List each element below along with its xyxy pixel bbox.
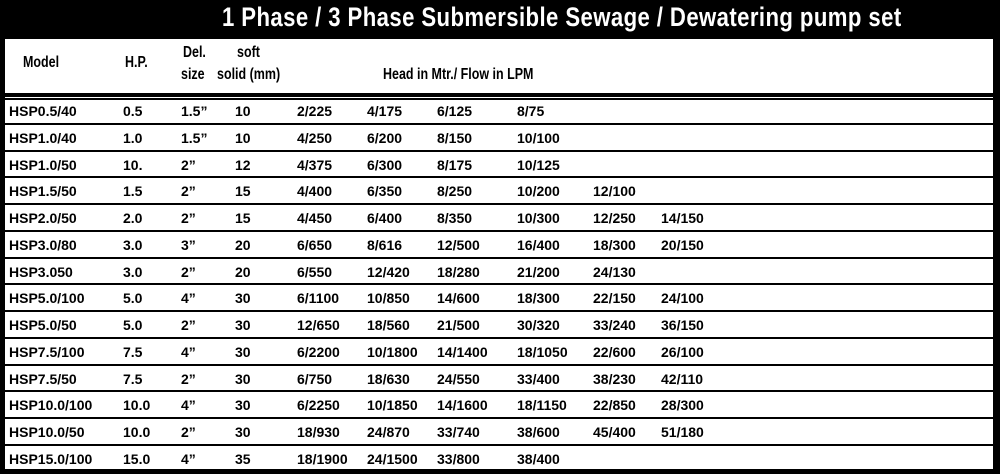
head-flow-cell: 8/350: [437, 210, 473, 226]
head-flow-cell: 6/400: [367, 210, 403, 226]
soft-solid-cell: 12: [235, 156, 251, 173]
head-flow-cell: 2/225: [297, 103, 333, 119]
soft-solid-cell: 30: [235, 290, 251, 307]
hp-cell: 10.0: [123, 397, 151, 414]
del-size-cell: 1.5”: [181, 103, 208, 119]
hp-cell: 10.: [123, 156, 143, 173]
head-flow-cell: 51/180: [661, 424, 704, 440]
del-size-cell: 4”: [181, 290, 196, 307]
table-row: [5, 152, 993, 179]
model-cell: HSP0.5/40: [9, 103, 77, 119]
head-flow-cell: 18/1150: [517, 397, 567, 414]
head-flow-cell: 10/1800: [367, 343, 418, 360]
del-size-cell: 4”: [181, 397, 196, 414]
del-size-cell: 2”: [181, 317, 196, 333]
soft-solid-cell: 30: [235, 424, 251, 440]
head-flow-cell: 4/400: [297, 183, 333, 200]
head-flow-cell: 33/400: [517, 370, 560, 387]
head-flow-cell: 10/300: [517, 210, 560, 226]
head-flow-cell: 8/250: [437, 183, 473, 200]
head-flow-cell: 21/500: [437, 317, 480, 333]
head-flow-cell: 22/150: [593, 290, 636, 307]
head-flow-cell: 24/550: [437, 370, 480, 387]
soft-solid-cell: 10: [235, 129, 251, 146]
del-size-cell: 4”: [181, 343, 196, 360]
del-size-cell: 4”: [181, 450, 196, 467]
hp-cell: 10.0: [123, 424, 151, 440]
table-row: [5, 339, 993, 366]
head-flow-cell: 33/800: [437, 450, 480, 467]
soft-solid-cell: 30: [235, 317, 251, 333]
table-row: [5, 312, 993, 339]
head-flow-cell: 21/200: [517, 263, 560, 280]
del-size-cell: 1.5”: [181, 129, 208, 146]
head-flow-cell: 22/600: [593, 343, 636, 360]
model-cell: HSP7.5/50: [9, 370, 77, 387]
head-flow-cell: 28/300: [661, 397, 704, 414]
head-flow-cell: 24/870: [367, 424, 410, 440]
head-flow-cell: 6/2250: [297, 397, 340, 414]
head-flow-cell: 6/750: [297, 370, 333, 387]
header-hp: H.P.: [125, 54, 148, 71]
table-row: [5, 392, 993, 419]
del-size-cell: 2”: [181, 210, 196, 226]
model-cell: HSP3.0/80: [9, 236, 77, 253]
model-cell: HSP5.0/100: [9, 290, 85, 307]
page-title: 1 Phase / 3 Phase Submersible Sewage / Dewatering pump set: [222, 2, 902, 32]
head-flow-cell: 14/1400: [437, 343, 488, 360]
hp-cell: 1.0: [123, 129, 143, 146]
table-row: [5, 259, 993, 286]
table-body: [5, 98, 993, 473]
soft-solid-cell: 30: [235, 343, 251, 360]
soft-solid-cell: 35: [235, 450, 251, 467]
model-cell: HSP7.5/100: [9, 343, 85, 360]
hp-cell: 15.0: [123, 450, 151, 467]
head-flow-cell: 24/130: [593, 263, 636, 280]
head-flow-cell: 12/650: [297, 317, 340, 333]
soft-solid-cell: 20: [235, 263, 251, 280]
head-flow-cell: 12/250: [593, 210, 636, 226]
head-flow-cell: 10/1850: [367, 397, 418, 414]
head-flow-cell: 24/100: [661, 290, 704, 307]
head-flow-cell: 12/420: [367, 263, 410, 280]
head-flow-cell: 18/300: [517, 290, 560, 307]
table-row: [5, 232, 993, 259]
soft-solid-cell: 20: [235, 236, 251, 253]
head-flow-cell: 6/300: [367, 156, 403, 173]
head-flow-cell: 30/320: [517, 317, 560, 333]
soft-solid-cell: 15: [235, 210, 251, 226]
table-row: [5, 178, 993, 205]
head-flow-cell: 38/230: [593, 370, 636, 387]
hp-cell: 3.0: [123, 236, 143, 253]
head-flow-cell: 45/400: [593, 424, 636, 440]
del-size-cell: 2”: [181, 424, 196, 440]
soft-solid-cell: 30: [235, 397, 251, 414]
head-flow-cell: 4/450: [297, 210, 333, 226]
head-flow-cell: 8/75: [517, 103, 545, 119]
head-flow-cell: 20/150: [661, 236, 704, 253]
head-flow-cell: 10/100: [517, 129, 560, 146]
head-flow-cell: 42/110: [661, 370, 704, 387]
head-flow-cell: 22/850: [593, 397, 636, 414]
model-cell: HSP15.0/100: [9, 450, 93, 467]
head-flow-cell: 38/400: [517, 450, 560, 467]
head-flow-cell: 33/240: [593, 317, 636, 333]
head-flow-cell: 16/400: [517, 236, 560, 253]
head-flow-cell: 6/550: [297, 263, 333, 280]
head-flow-cell: 14/150: [661, 210, 704, 226]
model-cell: HSP1.0/40: [9, 129, 77, 146]
head-flow-cell: 8/150: [437, 129, 473, 146]
head-flow-cell: 18/930: [297, 424, 340, 440]
head-flow-cell: 38/600: [517, 424, 560, 440]
head-flow-cell: 6/2200: [297, 343, 340, 360]
hp-cell: 7.5: [123, 343, 143, 360]
head-flow-cell: 26/100: [661, 343, 704, 360]
table-header: [5, 39, 993, 91]
head-flow-cell: 6/125: [437, 103, 473, 119]
head-flow-cell: 36/150: [661, 317, 704, 333]
head-flow-cell: 24/1500: [367, 450, 418, 467]
head-flow-cell: 14/600: [437, 290, 480, 307]
hp-cell: 2.0: [123, 210, 143, 226]
head-flow-cell: 18/560: [367, 317, 410, 333]
head-flow-cell: 6/650: [297, 236, 333, 253]
header-del-line1: Del.: [183, 44, 206, 61]
head-flow-cell: 18/1050: [517, 343, 568, 360]
head-flow-cell: 4/250: [297, 129, 333, 146]
hp-cell: 3.0: [123, 263, 143, 280]
hp-cell: 0.5: [123, 103, 143, 119]
header-soft-line1: soft: [237, 44, 260, 61]
head-flow-cell: 18/300: [593, 236, 636, 253]
hp-cell: 5.0: [123, 317, 143, 333]
head-flow-cell: 10/850: [367, 290, 410, 307]
del-size-cell: 3”: [181, 236, 196, 253]
head-flow-cell: 10/200: [517, 183, 560, 200]
model-cell: HSP10.0/50: [9, 424, 85, 440]
del-size-cell: 2”: [181, 156, 196, 173]
head-flow-cell: 4/175: [367, 103, 403, 119]
soft-solid-cell: 15: [235, 183, 251, 200]
del-size-cell: 2”: [181, 183, 196, 200]
soft-solid-cell: 10: [235, 103, 251, 119]
head-flow-cell: 8/175: [437, 156, 473, 173]
table-row: [5, 98, 993, 125]
hp-cell: 7.5: [123, 370, 143, 387]
head-flow-cell: 18/1900: [297, 450, 348, 467]
title-banner: [0, 0, 1000, 38]
model-cell: HSP1.5/50: [9, 183, 77, 200]
del-size-cell: 2”: [181, 370, 196, 387]
table-row: [5, 205, 993, 232]
soft-solid-cell: 30: [235, 370, 251, 387]
head-flow-cell: 10/125: [517, 156, 560, 173]
table-row: [5, 125, 993, 152]
header-soft-line2: solid (mm): [217, 66, 281, 83]
hp-cell: 1.5: [123, 183, 143, 200]
head-flow-cell: 18/280: [437, 263, 480, 280]
model-cell: HSP5.0/50: [9, 317, 77, 333]
head-flow-cell: 33/740: [437, 424, 480, 440]
table-row: [5, 446, 993, 473]
head-flow-cell: 6/350: [367, 183, 403, 200]
hp-cell: 5.0: [123, 290, 143, 307]
head-flow-cell: 6/200: [367, 129, 403, 146]
del-size-cell: 2”: [181, 263, 196, 280]
head-flow-cell: 18/630: [367, 370, 410, 387]
table-row: [5, 419, 993, 446]
head-flow-cell: 8/616: [367, 236, 403, 253]
header-del-line2: size: [181, 66, 205, 83]
model-cell: HSP10.0/100: [9, 397, 93, 414]
model-cell: HSP3.050: [9, 263, 73, 280]
table-row: [5, 366, 993, 393]
head-flow-cell: 12/500: [437, 236, 480, 253]
header-model: Model: [23, 54, 60, 71]
head-flow-cell: 4/375: [297, 156, 333, 173]
head-flow-cell: 14/1600: [437, 397, 488, 414]
model-cell: HSP1.0/50: [9, 156, 77, 173]
table-row: [5, 285, 993, 312]
model-cell: HSP2.0/50: [9, 210, 77, 226]
head-flow-cell: 6/1100: [297, 290, 340, 307]
header-head-flow: Head in Mtr./ Flow in LPM: [383, 66, 534, 83]
pump-table: [4, 38, 994, 470]
head-flow-cell: 12/100: [593, 183, 636, 200]
